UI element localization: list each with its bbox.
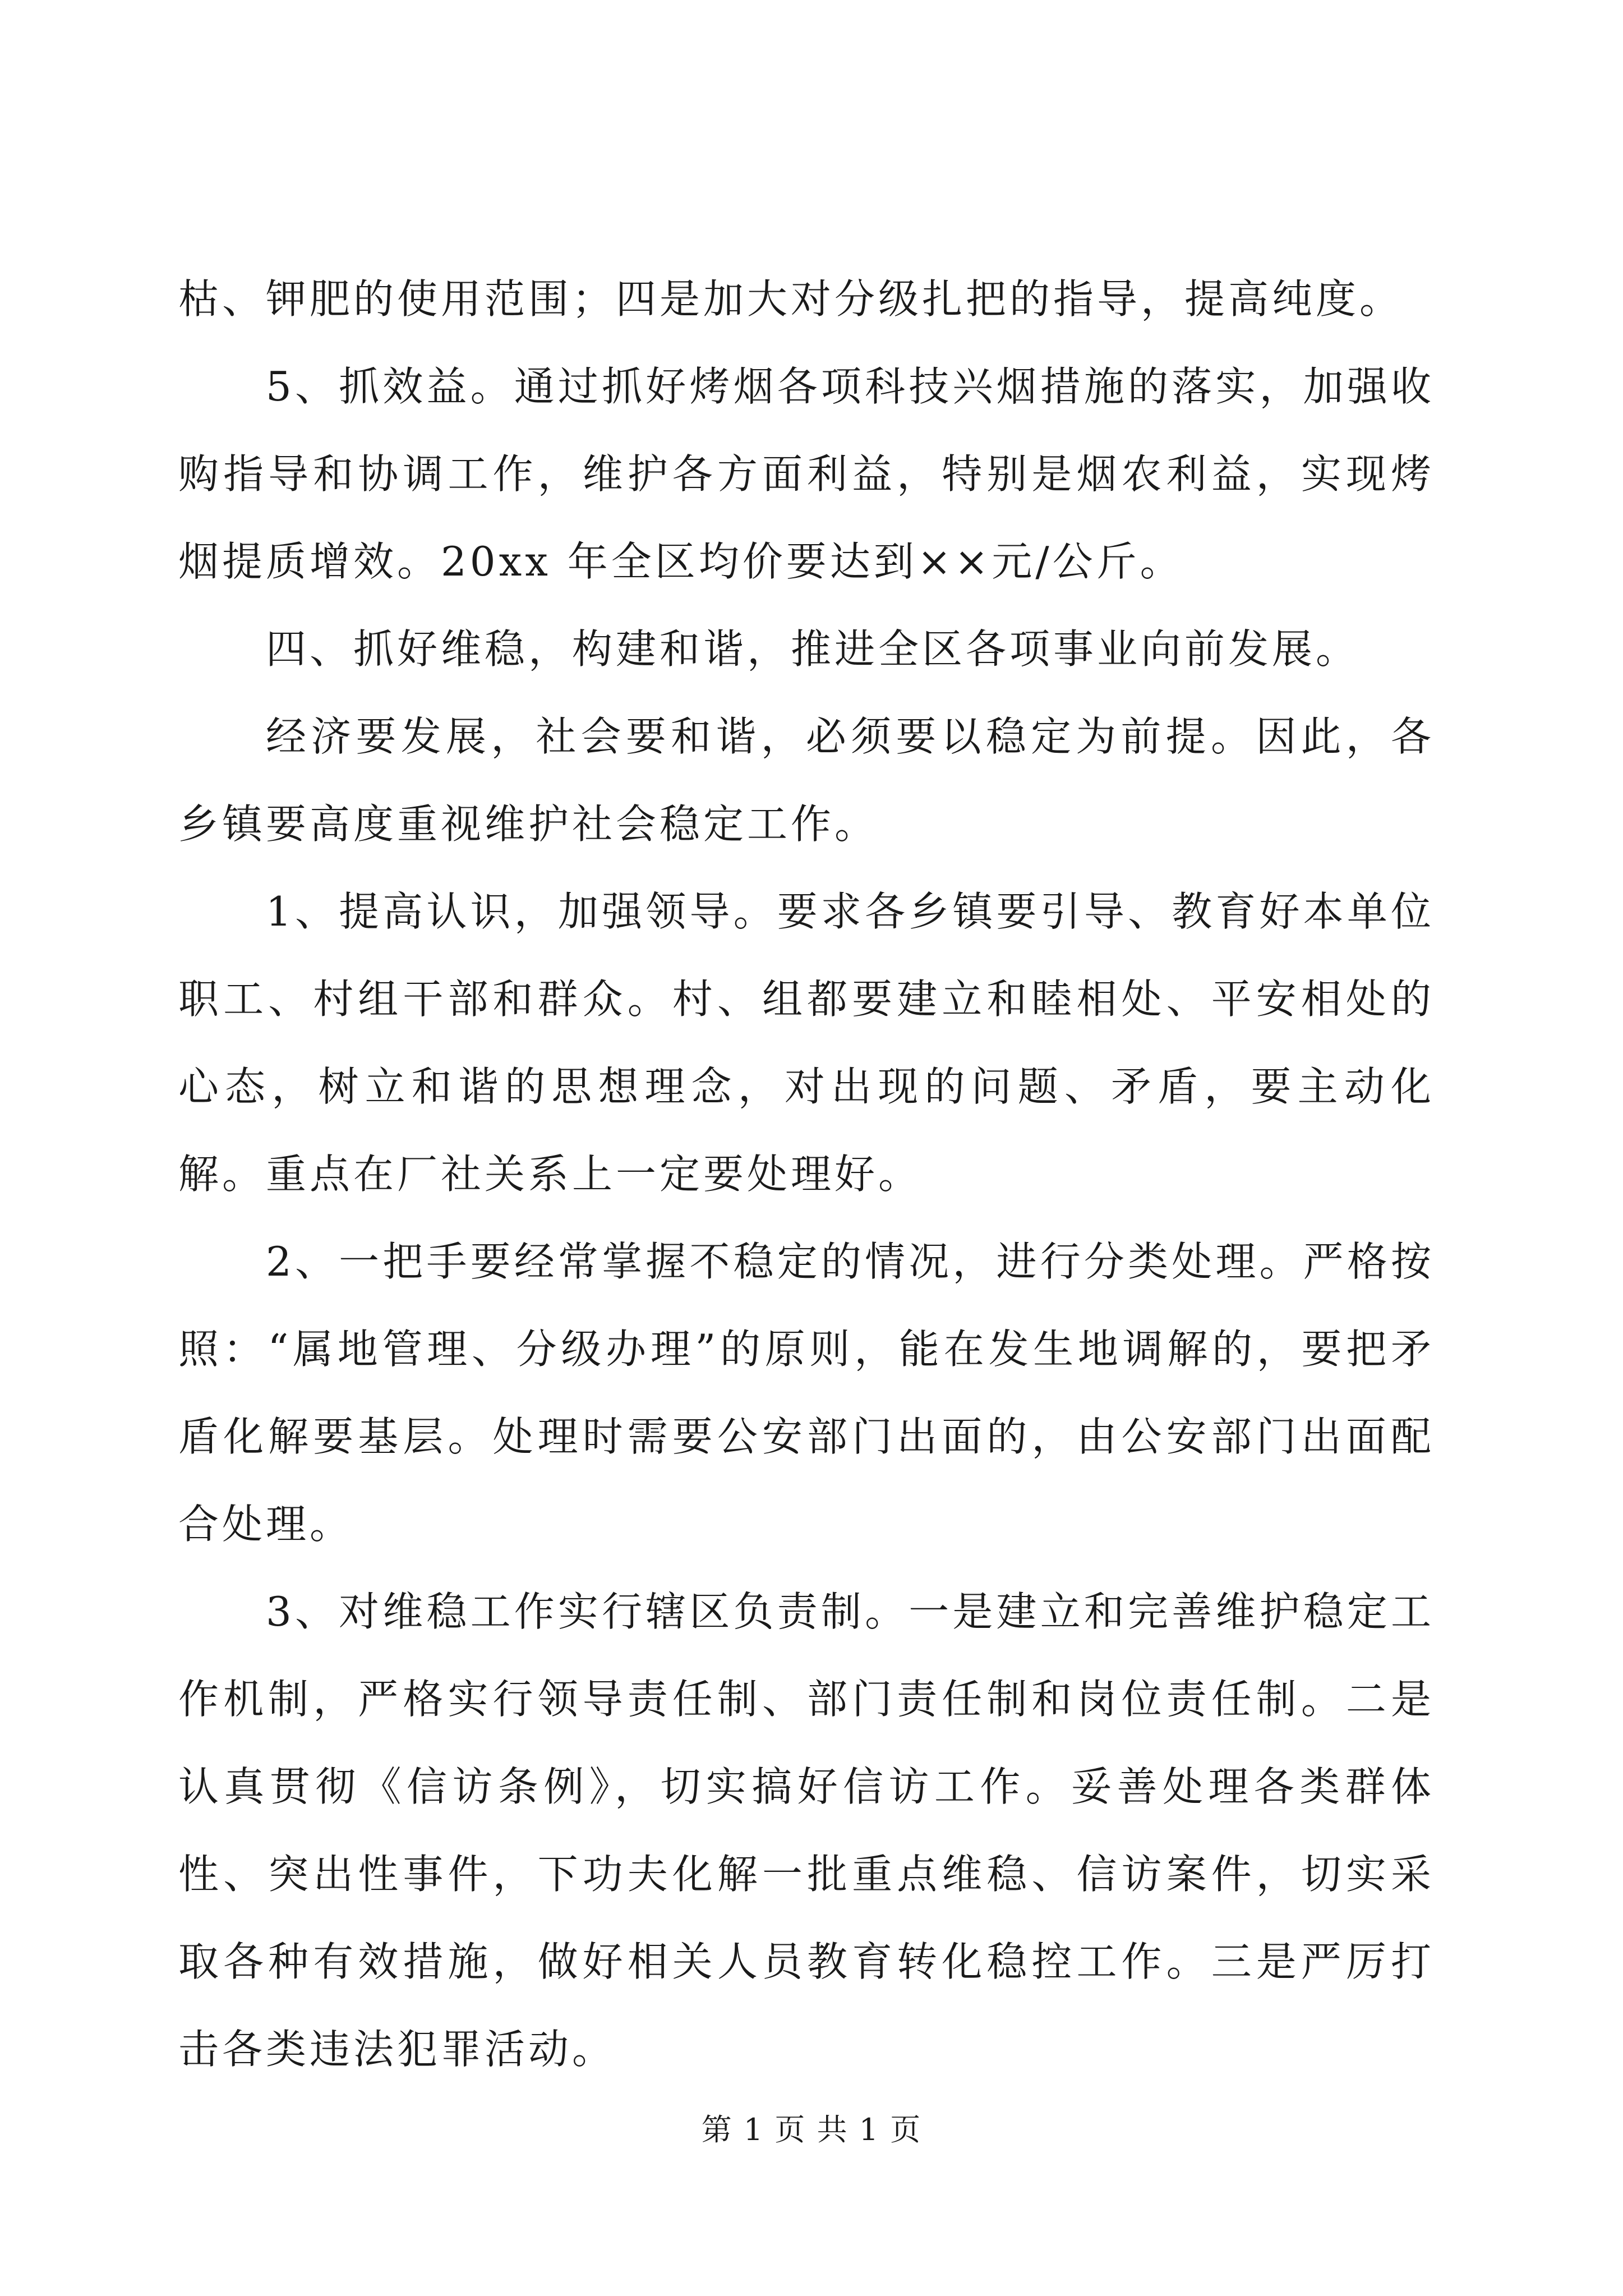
paragraph-3: 四、抓好维稳，构建和谐，推进全区各项事业向前发展。	[266, 625, 1360, 673]
paragraph-7: 3、对维稳工作实行辖区负责制。一是建立和完善维护稳定工作机制，严格实行领导责任制、部门责任制和岗位责任制。二是认真贯彻《信访条例》，切实搞好信访工作。妥善处理各类群体性、突出性事件，下功夫化解一批重点维稳、信访案件，切实采取各种有效措施，做好相关人员教育转化稳控工作。三是严厉打击各类违法犯罪活动。	[178, 1588, 1435, 2073]
paragraph-5: 1、提高认识，加强领导。要求各乡镇要引导、教育好本单位职工、村组干部和群众。村、组都要建立和睦相处、平安相处的心态，树立和谐的思想理念，对出现的问题、矛盾，要主动化解。重点在厂社关系上一定要处理好。	[178, 888, 1435, 1198]
page-footer: 第 1 页 共 1 页	[701, 2112, 922, 2147]
paragraph-2: 5、抓效益。通过抓好烤烟各项科技兴烟措施的落实，加强收购指导和协调工作，维护各方面利益，特别是烟农利益，实现烤烟提质增效。20xx 年全区均价要达到××元/公斤。	[178, 363, 1435, 585]
paragraph-6: 2、一把手要经常掌握不稳定的情况，进行分类处理。严格按照：“属地管理、分级办理”的原则，能在发生地调解的，要把矛盾化解要基层。处理时需要公安部门出面的，由公安部门出面配合处理。	[178, 1238, 1435, 1548]
document-body	[178, 255, 1435, 2093]
paragraph-1: 枯、钾肥的使用范围；四是加大对分级扎把的指导，提高纯度。	[178, 275, 1404, 323]
paragraph-4: 经济要发展，社会要和谐，必须要以稳定为前提。因此，各乡镇要高度重视维护社会稳定工作。	[178, 713, 1435, 848]
